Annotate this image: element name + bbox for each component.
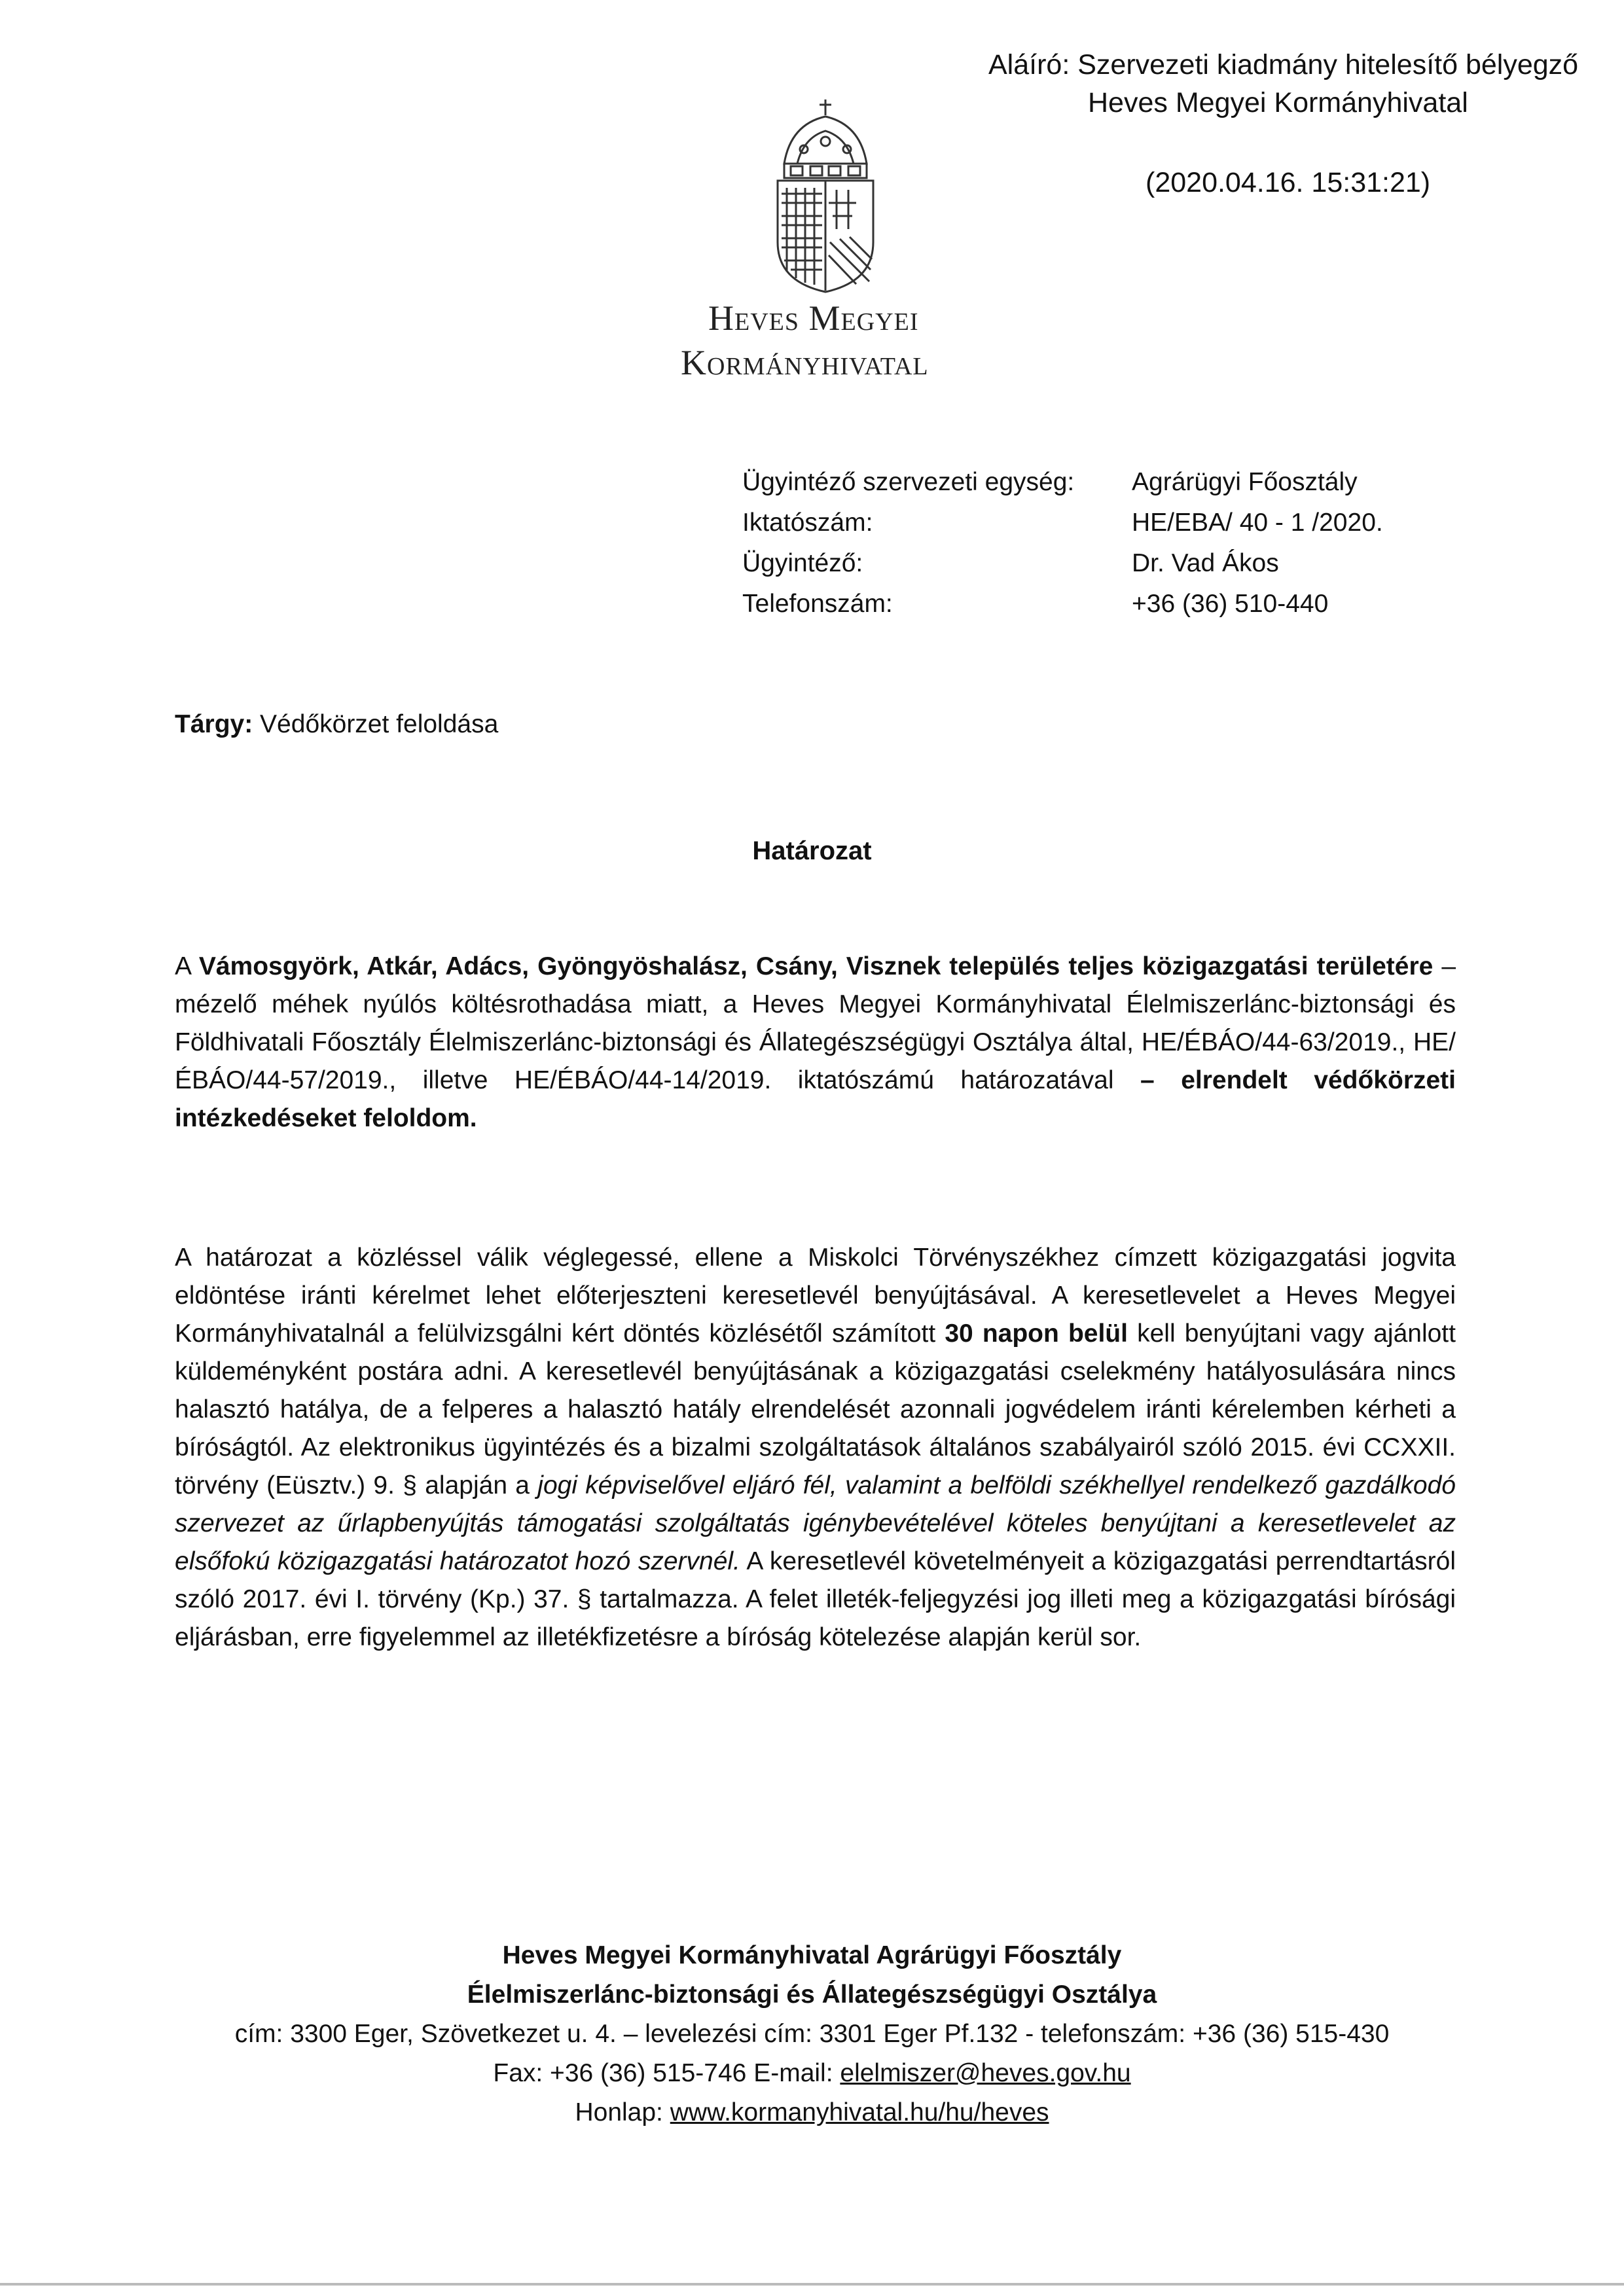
email-link[interactable]: elelmiszer@heves.gov.hu — [840, 2059, 1131, 2087]
bold-run: 30 napon belül — [945, 1319, 1128, 1348]
signer-organization: Heves Megyei Kormányhivatal — [1088, 87, 1468, 118]
website-link[interactable]: www.kormanyhivatal.hu/hu/heves — [670, 2098, 1049, 2126]
italic-run: jogi képviselővel eljáró fél, valamint a belföldi székhellyel rendelkező gazdálkodó szervezet az űrlapbenyújtás támogatási szolgáltatás igénybevételével köteles benyújtani a keresetlevelet az elsőfokú közigazgatási határozatot hozó szervnél. — [175, 1471, 1456, 1575]
text-run: A határozat a közléssel válik véglegessé, ellene a Miskolci Törvényszékhez címzett közigazgatási jogvita eldöntése iránti kérelmet lehet előterjeszteni keresetlevél benyújtásával. A keresetlevelet a Heves Megyei Kormányhivatalnál a felülvizsgálni kért döntés közlésétől számított — [175, 1244, 1456, 1348]
decision-paragraph — [175, 948, 1456, 1138]
metadata-row — [742, 584, 1383, 624]
organization-name-line2: Kormányhivatal — [681, 343, 929, 382]
case-metadata — [742, 462, 1383, 624]
signature-timestamp: (2020.04.16. 15:31:21) — [1146, 167, 1431, 198]
footer — [0, 1936, 1624, 2132]
subject-line — [175, 710, 498, 739]
hungarian-coat-of-arms-icon — [765, 98, 886, 295]
subject-value: Védőkörzet feloldása — [260, 710, 499, 738]
metadata-value: Dr. Vad Ákos — [1132, 549, 1279, 577]
metadata-row — [742, 543, 1383, 584]
text-run: A — [175, 952, 199, 980]
footer-website — [0, 2093, 1624, 2132]
website-label: Honlap: — [575, 2098, 670, 2126]
text-run: – mézelő méhek nyúlós költésrothadása miatt, a Heves Megyei Kormányhivatal Élelmiszerlánc-biztonsági és Földhivatali Főosztály Élelmiszerlánc-biztonsági és Állategészségügyi Osztálya által, HE/ÉBÁO/44-63/2019., HE/ÉBÁO/44-57/2019., illetve HE/ÉBÁO/44-14/2019. iktatószámú határozatával — [175, 952, 1456, 1094]
metadata-row — [742, 462, 1383, 503]
subject-label: Tárgy: — [175, 710, 253, 738]
footer-org-line1: Heves Megyei Kormányhivatal Agrárügyi Főosztály — [502, 1941, 1122, 1969]
metadata-label: Iktatószám: — [742, 509, 873, 537]
metadata-value: +36 (36) 510-440 — [1132, 590, 1329, 618]
appeal-paragraph — [175, 1239, 1456, 1657]
metadata-label: Ügyintéző: — [742, 549, 863, 577]
footer-fax: Fax: +36 (36) 515-746 E-mail: — [493, 2059, 840, 2087]
metadata-label: Ügyintéző szervezeti egység: — [742, 468, 1075, 496]
text-run: A keresetlevél követelményeit a közigazgatási perrendtartásról szóló 2017. évi I. törvény (Kp.) 37. § tartalmazza. A felet illeték-feljegyzési jog illeti meg a közigazgatási bírósági eljárásban, erre figyelemmel az illetékfizetésre a bíróság kötelezése alapján kerül sor. — [175, 1547, 1456, 1651]
metadata-row — [742, 503, 1383, 543]
text-run: kell benyújtani vagy ajánlott küldeményként postára adni. A keresetlevél benyújtásának a közigazgatási cselekmény hatályosulására nincs halasztó hatálya, de a felperes a halasztó hatály elrendelését azonnali jogvédelem iránti kérelemben kérheti a bíróságtól. Az elektronikus ügyintézés és a bizalmi szolgáltatások általános szabályairól szóló 2015. évi CCXXII. törvény (Eüsztv.) 9. § alapján a — [175, 1319, 1456, 1499]
organization-name — [681, 296, 982, 385]
metadata-value: HE/EBA/ 40 - 1 /2020. — [1132, 509, 1383, 537]
signature-stamp — [988, 46, 1604, 202]
metadata-label: Telefonszám: — [742, 590, 893, 618]
bold-run: Vámosgyörk, Atkár, Adács, Gyöngyöshalász, Csány, Visznek település teljes közigazgatási területére — [198, 952, 1434, 980]
signer-line: Aláíró: Szervezeti kiadmány hitelesítő bélyegző — [988, 49, 1579, 81]
bold-run: – elrendelt védőkörzeti intézkedéseket feloldom. — [175, 1066, 1456, 1132]
footer-org-line2: Élelmiszerlánc-biztonsági és Állategészségügyi Osztálya — [467, 1981, 1157, 2009]
metadata-value: Agrárügyi Főosztály — [1132, 468, 1358, 496]
footer-contact — [0, 2054, 1624, 2093]
document-title: Határozat — [752, 836, 872, 865]
footer-address: cím: 3300 Eger, Szövetkezet u. 4. – levelezési cím: 3301 Eger Pf.132 - telefonszám: +36 (36) 515-430 — [234, 2020, 1390, 2048]
organization-name-line1: Heves Megyei — [708, 298, 919, 338]
scan-edge-line — [0, 2283, 1624, 2286]
